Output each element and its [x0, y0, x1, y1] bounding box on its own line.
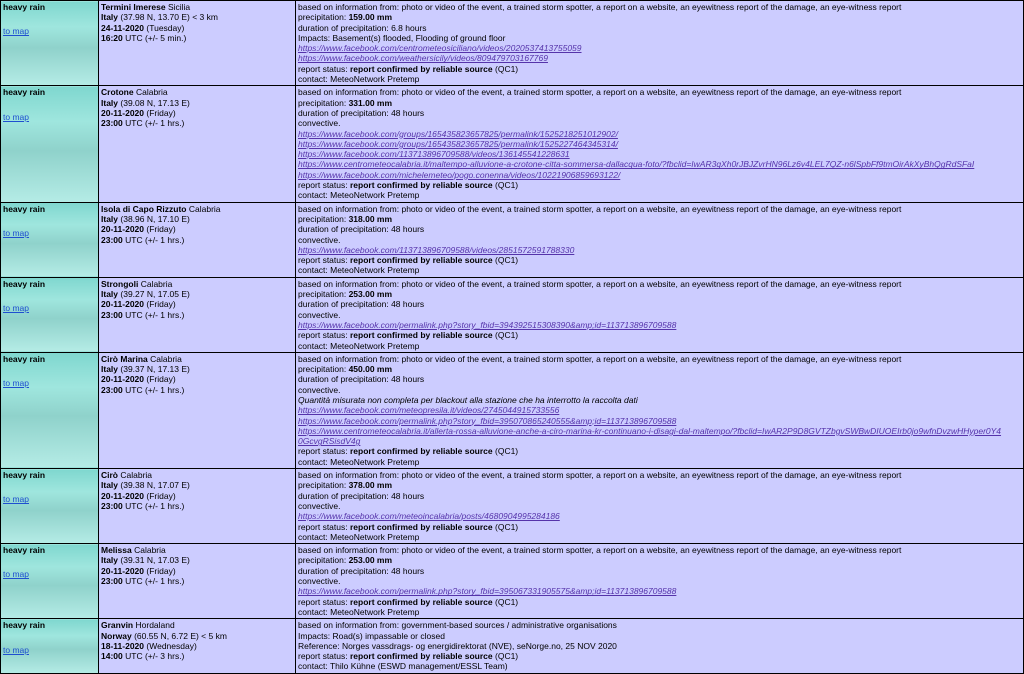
event-type: heavy rain — [3, 545, 46, 556]
coordinates: (37.98 N, 13.70 E) < 3 km — [120, 12, 218, 23]
date-line — [101, 374, 293, 384]
event-type-cell — [1, 544, 99, 619]
event-timezone: UTC (+/- 1 hrs.) — [125, 576, 185, 587]
report-status-line: report status: report confirmed by reliable source (QC1) — [298, 446, 519, 457]
quality-code: (QC1) — [495, 651, 519, 662]
table-row — [1, 86, 1024, 202]
place-line — [101, 620, 293, 630]
country-line — [101, 289, 293, 299]
event-weekday: (Friday) — [146, 374, 176, 385]
source-link[interactable]: 0GcvgRSisdV4g — [298, 436, 361, 447]
date-line — [101, 23, 293, 33]
country-name: Italy — [101, 213, 119, 224]
information-source: based on information from: government-based sources / administrative organisations — [298, 620, 617, 631]
information-source: based on information from: photo or video of the event, a trained storm spotter, a report on a website, an eyewitness report of the damage, an eye-witness report — [298, 470, 902, 481]
precipitation-duration: duration of precipitation: 48 hours — [298, 490, 425, 501]
source-link[interactable]: https://www.facebook.com/centrometeosiciliano/videos/2020537413755059 — [298, 43, 582, 54]
source-link[interactable]: https://www.facebook.com/meteoincalabria/posts/4680904995284186 — [298, 511, 560, 522]
country-name: Italy — [101, 289, 119, 300]
measurement-note: Quantità misurata non completa per blackout alla stazione che ha interrotto la raccolta dati — [298, 394, 638, 405]
location-cell — [99, 202, 296, 277]
place-name: Isola di Capo Rizzuto — [101, 203, 187, 214]
place-line — [101, 87, 293, 97]
event-type-cell — [1, 469, 99, 544]
report-status: report confirmed by reliable source — [349, 446, 493, 457]
event-type: heavy rain — [3, 278, 46, 289]
event-weekday: (Wednesday) — [146, 640, 197, 651]
report-status: report confirmed by reliable source — [349, 63, 493, 74]
report-status: report confirmed by reliable source — [349, 521, 493, 532]
detail-note: convective. — [298, 384, 341, 395]
precipitation-line: precipitation: 450.00 mm — [298, 364, 393, 375]
date-line — [101, 299, 293, 309]
detail-note: convective. — [298, 118, 341, 129]
table-row — [1, 277, 1024, 352]
coordinates: (39.37 N, 17.13 E) — [120, 364, 190, 375]
quality-code: (QC1) — [495, 596, 519, 607]
report-status: report confirmed by reliable source — [349, 651, 493, 662]
event-type-cell — [1, 86, 99, 202]
details-cell — [296, 469, 1024, 544]
date-line — [101, 566, 293, 576]
coordinates: (39.08 N, 17.13 E) — [120, 97, 190, 108]
source-link[interactable]: https://www.facebook.com/groups/165435823657825/permalink/1525218251012902/ — [298, 128, 618, 139]
precipitation-duration: duration of precipitation: 48 hours — [298, 107, 425, 118]
quality-code: (QC1) — [495, 180, 519, 191]
precipitation-value: 159.00 mm — [348, 12, 393, 23]
details-cell — [296, 619, 1024, 673]
place-line — [101, 545, 293, 555]
event-time: 23:00 — [101, 576, 123, 587]
country-name: Italy — [101, 364, 119, 375]
report-contact: contact: MeteoNetwork Pretemp — [298, 606, 420, 617]
date-line — [101, 108, 293, 118]
quality-code: (QC1) — [495, 63, 519, 74]
to-map-link[interactable]: to map — [3, 303, 29, 314]
precipitation-duration: duration of precipitation: 48 hours — [298, 299, 425, 310]
source-link[interactable]: https://www.facebook.com/meteopresila.it/videos/2745044915733556 — [298, 405, 560, 416]
country-line — [101, 98, 293, 108]
report-status: report confirmed by reliable source — [349, 330, 493, 341]
time-line — [101, 651, 293, 661]
report-status: report confirmed by reliable source — [349, 180, 493, 191]
country-line — [101, 364, 293, 374]
precipitation-value: 318.00 mm — [348, 213, 393, 224]
table-row — [1, 1, 1024, 86]
information-source: based on information from: photo or video of the event, a trained storm spotter, a report on a website, an eyewitness report of the damage, an eye-witness report — [298, 87, 902, 98]
location-cell — [99, 352, 296, 468]
quality-code: (QC1) — [495, 330, 519, 341]
event-date: 20-11-2020 — [101, 374, 145, 385]
event-time: 23:00 — [101, 500, 123, 511]
region-name: Sicilia — [167, 2, 191, 12]
location-cell — [99, 544, 296, 619]
region-name: Calabria — [188, 203, 221, 214]
place-name: Melissa — [101, 545, 132, 556]
report-contact: contact: MeteoNetwork Pretemp — [298, 74, 420, 85]
country-line — [101, 214, 293, 224]
event-timezone: UTC (+/- 1 hrs.) — [125, 234, 185, 245]
details-cell — [296, 1, 1024, 86]
quality-code: (QC1) — [495, 446, 519, 457]
event-timezone: UTC (+/- 3 hrs.) — [125, 651, 185, 662]
place-name: Granvin — [101, 620, 134, 631]
precipitation-duration: duration of precipitation: 48 hours — [298, 224, 425, 235]
precipitation-value: 253.00 mm — [348, 555, 393, 566]
detail-note: convective. — [298, 309, 341, 320]
quality-code: (QC1) — [495, 255, 519, 266]
country-line — [101, 631, 293, 641]
precipitation-line: precipitation: 318.00 mm — [298, 213, 393, 224]
detail-note: convective. — [298, 500, 341, 511]
event-type: heavy rain — [3, 203, 46, 214]
event-date: 20-11-2020 — [101, 565, 145, 576]
event-timezone: UTC (+/- 5 min.) — [125, 32, 187, 43]
to-map-link[interactable]: to map — [3, 494, 29, 505]
country-name: Norway — [101, 630, 132, 641]
details-cell — [296, 352, 1024, 468]
event-type-cell — [1, 352, 99, 468]
time-line — [101, 310, 293, 320]
reports-body — [1, 1, 1024, 674]
location-cell — [99, 277, 296, 352]
source-link[interactable]: https://www.facebook.com/weathersicily/videos/809479703167769 — [298, 53, 548, 64]
report-status-line: report status: report confirmed by reliable source (QC1) — [298, 180, 519, 191]
precipitation-value: 253.00 mm — [348, 289, 393, 300]
details-cell — [296, 86, 1024, 202]
country-name: Italy — [101, 480, 119, 491]
event-weekday: (Friday) — [146, 299, 176, 310]
event-timezone: UTC (+/- 1 hrs.) — [125, 384, 185, 395]
event-type-cell — [1, 1, 99, 86]
report-status-line: report status: report confirmed by reliable source (QC1) — [298, 255, 519, 266]
event-weekday: (Friday) — [146, 490, 176, 501]
precipitation-line: precipitation: 253.00 mm — [298, 289, 393, 300]
precipitation-line: precipitation: 253.00 mm — [298, 555, 393, 566]
region-name: Calabria — [134, 545, 166, 556]
date-line — [101, 491, 293, 501]
to-map-link[interactable]: to map — [3, 569, 29, 580]
place-name: Cirò — [101, 470, 118, 481]
table-row — [1, 619, 1024, 673]
region-name: Hordaland — [135, 620, 175, 631]
report-status-line: report status: report confirmed by reliable source (QC1) — [298, 63, 519, 74]
report-contact: contact: MeteoNetwork Pretemp — [298, 190, 420, 201]
precipitation-line: precipitation: 331.00 mm — [298, 97, 393, 108]
event-timezone: UTC (+/- 1 hrs.) — [125, 500, 185, 511]
time-line — [101, 33, 293, 43]
event-date: 20-11-2020 — [101, 299, 145, 310]
information-source: based on information from: photo or video of the event, a trained storm spotter, a report on a website, an eyewitness report of the damage, an eye-witness report — [298, 278, 902, 289]
quality-code: (QC1) — [495, 521, 519, 532]
report-contact: contact: MeteoNetwork Pretemp — [298, 456, 420, 467]
event-date: 18-11-2020 — [101, 640, 145, 651]
coordinates: (39.31 N, 17.03 E) — [120, 555, 190, 566]
information-source: based on information from: photo or video of the event, a trained storm spotter, a report on a website, an eyewitness report of the damage, an eye-witness report — [298, 353, 902, 364]
source-link[interactable]: https://www.facebook.com/permalink.php?story_fbid=395067331905575&amp;id=113713896709588 — [298, 586, 677, 597]
event-date: 20-11-2020 — [101, 490, 145, 501]
event-time: 23:00 — [101, 309, 123, 320]
time-line — [101, 501, 293, 511]
region-name: Calabria — [135, 87, 168, 98]
coordinates: (38.96 N, 17.10 E) — [120, 213, 190, 224]
coordinates: (60.55 N, 6.72 E) < 5 km — [134, 630, 227, 641]
country-name: Italy — [101, 12, 119, 23]
event-time: 23:00 — [101, 384, 123, 395]
region-name: Calabria — [150, 353, 182, 364]
place-line — [101, 354, 293, 364]
place-line — [101, 470, 293, 480]
precipitation-duration: duration of precipitation: 6.8 hours — [298, 22, 427, 33]
to-map-link[interactable]: to map — [3, 111, 29, 122]
region-name: Calabria — [140, 278, 173, 289]
place-line — [101, 2, 293, 12]
information-source: based on information from: photo or video of the event, a trained storm spotter, a report on a website, an eyewitness report of the damage, an eye-witness report — [298, 545, 902, 556]
detail-note: convective. — [298, 576, 341, 587]
table-row — [1, 544, 1024, 619]
detail-note: Reference: Norges vassdrags- og energidirektorat (NVE), seNorge.no, 25 NOV 2020 — [298, 640, 617, 651]
country-line — [101, 555, 293, 565]
event-date: 24-11-2020 — [101, 22, 145, 33]
report-contact: contact: MeteoNetwork Pretemp — [298, 531, 420, 542]
detail-note: Impacts: Basement(s) flooded, Flooding of ground floor — [298, 32, 506, 43]
event-weekday: (Friday) — [146, 224, 176, 235]
precipitation-value: 378.00 mm — [348, 480, 393, 491]
information-source: based on information from: photo or video of the event, a trained storm spotter, a report on a website, an eyewitness report of the damage, an eye-witness report — [298, 203, 902, 214]
precipitation-value: 331.00 mm — [348, 97, 393, 108]
place-name: Cirò Marina — [101, 353, 148, 364]
event-date: 20-11-2020 — [101, 224, 145, 235]
region-name: Calabria — [120, 470, 153, 481]
precipitation-duration: duration of precipitation: 48 hours — [298, 374, 425, 385]
table-row — [1, 352, 1024, 468]
place-line — [101, 204, 293, 214]
details-cell — [296, 277, 1024, 352]
detail-note: convective. — [298, 234, 341, 245]
location-cell — [99, 1, 296, 86]
date-line — [101, 641, 293, 651]
country-name: Italy — [101, 555, 119, 566]
place-name: Crotone — [101, 87, 134, 98]
event-weekday: (Friday) — [146, 107, 176, 118]
event-type: heavy rain — [3, 470, 46, 481]
event-time: 23:00 — [101, 118, 123, 129]
event-timezone: UTC (+/- 1 hrs.) — [125, 118, 185, 129]
event-type: heavy rain — [3, 87, 46, 98]
location-cell — [99, 86, 296, 202]
source-link[interactable]: https://www.facebook.com/groups/165435823657825/permalink/1525227464345314/ — [298, 138, 618, 149]
source-link[interactable]: https://www.centrometeocalabria.it/maltempo-alluvione-a-crotone-citta-sommersa-dallacqua-foto/?fbclid=IwAR3qXh0rJBJZvrHN96Lz6v4LEL7QZ-n6lSpbFf9tmOirAkXyBhQgRdSFaI — [298, 159, 975, 170]
information-source: based on information from: photo or video of the event, a trained storm spotter, a report on a website, an eyewitness report of the damage, an eye-witness report — [298, 2, 902, 12]
event-type: heavy rain — [3, 620, 46, 631]
report-contact: contact: Thilo Kühne (ESWD management/ESSL Team) — [298, 661, 508, 672]
event-type: heavy rain — [3, 353, 46, 364]
precipitation-duration: duration of precipitation: 48 hours — [298, 565, 425, 576]
report-status-line: report status: report confirmed by reliable source (QC1) — [298, 330, 519, 341]
source-link[interactable]: https://www.facebook.com/permalink.php?story_fbid=394392515308390&amp;id=113713896709588 — [298, 319, 677, 330]
time-line — [101, 118, 293, 128]
report-contact: contact: MeteoNetwork Pretemp — [298, 340, 420, 351]
event-type: heavy rain — [3, 2, 46, 12]
report-status-line: report status: report confirmed by reliable source (QC1) — [298, 521, 519, 532]
place-line — [101, 279, 293, 289]
report-status: report confirmed by reliable source — [349, 596, 493, 607]
source-link[interactable]: https://www.facebook.com/113713896709588/videos/2851572591788330 — [298, 244, 575, 255]
to-map-link[interactable]: to map — [3, 227, 29, 238]
event-type-cell — [1, 619, 99, 673]
event-type-cell — [1, 277, 99, 352]
place-name: Termini Imerese — [101, 2, 166, 12]
event-timezone: UTC (+/- 1 hrs.) — [125, 309, 185, 320]
coordinates: (39.27 N, 17.05 E) — [120, 289, 190, 300]
event-date: 20-11-2020 — [101, 107, 145, 118]
report-status-line: report status: report confirmed by reliable source (QC1) — [298, 596, 519, 607]
event-time: 23:00 — [101, 234, 123, 245]
event-weekday: (Friday) — [146, 565, 176, 576]
to-map-link[interactable]: to map — [3, 644, 29, 655]
time-line — [101, 235, 293, 245]
date-line — [101, 224, 293, 234]
precipitation-line: precipitation: 159.00 mm — [298, 12, 393, 23]
country-name: Italy — [101, 97, 119, 108]
source-link[interactable]: https://www.facebook.com/permalink.php?story_fbid=395070865240555&amp;id=113713896709588 — [298, 415, 677, 426]
event-type-cell — [1, 202, 99, 277]
details-cell — [296, 202, 1024, 277]
country-line — [101, 12, 293, 22]
table-row — [1, 202, 1024, 277]
table-row — [1, 469, 1024, 544]
precipitation-line: precipitation: 378.00 mm — [298, 480, 393, 491]
source-link[interactable]: https://www.facebook.com/113713896709588/videos/136145541228631 — [298, 149, 570, 160]
event-weekday: (Tuesday) — [146, 22, 185, 33]
report-contact: contact: MeteoNetwork Pretemp — [298, 265, 420, 276]
source-link[interactable]: https://www.facebook.com/michelemeteo/pogo.conenna/videos/10221906859693122/ — [298, 169, 621, 180]
event-time: 14:00 — [101, 651, 123, 662]
to-map-link[interactable]: to map — [3, 378, 29, 389]
time-line — [101, 576, 293, 586]
source-link[interactable]: https://www.centrometeocalabria.it/allerta-rossa-alluvione-anche-a-ciro-marina-kr-continuano-i-disagi-dal-maltempo/?fbclid=IwAR2P9D8GVTZbgvSWBwDIUOEIrb0jo9wfnDvzwHHyper0Y4 — [298, 425, 1002, 436]
report-status: report confirmed by reliable source — [349, 255, 493, 266]
location-cell — [99, 619, 296, 673]
coordinates: (39.38 N, 17.07 E) — [120, 480, 190, 491]
detail-note: Impacts: Road(s) impassable or closed — [298, 630, 445, 641]
report-status-line: report status: report confirmed by reliable source (QC1) — [298, 651, 519, 662]
event-time: 16:20 — [101, 32, 123, 43]
to-map-link[interactable]: to map — [3, 26, 29, 37]
location-cell — [99, 469, 296, 544]
time-line — [101, 385, 293, 395]
place-name: Strongoli — [101, 278, 139, 289]
country-line — [101, 480, 293, 490]
details-cell — [296, 544, 1024, 619]
precipitation-value: 450.00 mm — [348, 364, 393, 375]
